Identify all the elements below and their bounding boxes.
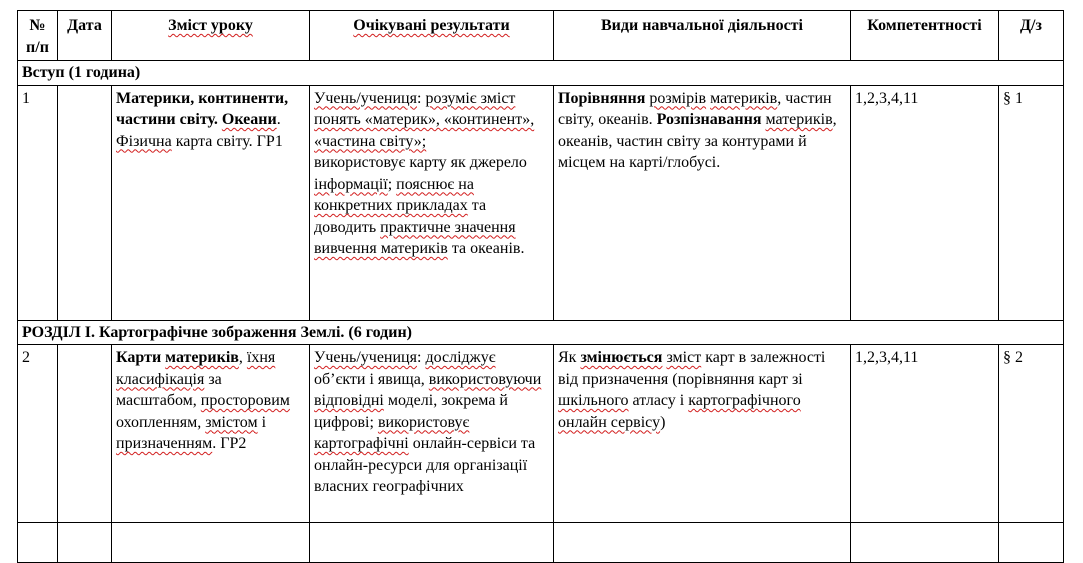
header-num: № п/п — [18, 11, 58, 61]
lesson-competences: 1,2,3,4,11 — [851, 345, 999, 523]
lesson-homework: § 2 — [999, 345, 1064, 523]
lesson-row — [18, 345, 1064, 523]
lesson-number: 2 — [18, 345, 58, 523]
header-activities: Види навчальної діяльності — [554, 11, 851, 61]
lesson-row-cutoff — [18, 523, 1064, 563]
lesson-content: Материки, континенти, частини світу. Океани. Фізична карта світу. ГР1 — [112, 85, 310, 320]
section-row-chapter1 — [18, 320, 1064, 345]
lesson-activities: Порівняння розмірів материків, частин світу, океанів. Розпізнавання материків, океанів, частин світу за контурами й місцем на карті/глобусі. — [554, 85, 851, 320]
header-competences: Компетентності — [851, 11, 999, 61]
lesson-row — [18, 85, 1064, 320]
lesson-date — [58, 345, 112, 523]
lesson-number: 1 — [18, 85, 58, 320]
lesson-competences: 1,2,3,4,11 — [851, 85, 999, 320]
section-title: Вступ (1 година) — [18, 61, 1064, 86]
section-title: РОЗДІЛ І. Картографічне зображення Землі. (6 годин) — [18, 320, 1064, 345]
header-date: Дата — [58, 11, 112, 61]
lesson-date — [58, 85, 112, 320]
lesson-plan-table — [17, 10, 1064, 563]
lesson-activities: Як змінюється зміст карт в залежності від призначення (порівняння карт зі шкільного атласу і картографічного онлайн сервісу) — [554, 345, 851, 523]
lesson-content: Карти материків, їхня класифікація за масштабом, просторовим охопленням, змістом і призначенням. ГР2 — [112, 345, 310, 523]
header-homework: Д/з — [999, 11, 1064, 61]
header-row — [18, 11, 1064, 61]
lesson-results: Учень/учениця: досліджує об’єкти і явища, використовуючи відповідні моделі, зокрема й цифрові; використовує картографічні онлайн-сервіси та онлайн-ресурси для організації власних географічних — [310, 345, 554, 523]
section-row-intro — [18, 61, 1064, 86]
header-content: Зміст уроку — [112, 11, 310, 61]
header-results: Очікувані результати — [310, 11, 554, 61]
lesson-results: Учень/учениця: розуміє зміст понять «материк», «континент», «частина світу»; використовує карту як джерело інформації; пояснює на конкретних прикладах та доводить практичне значення вивчення материків та океанів. — [310, 85, 554, 320]
lesson-homework: § 1 — [999, 85, 1064, 320]
